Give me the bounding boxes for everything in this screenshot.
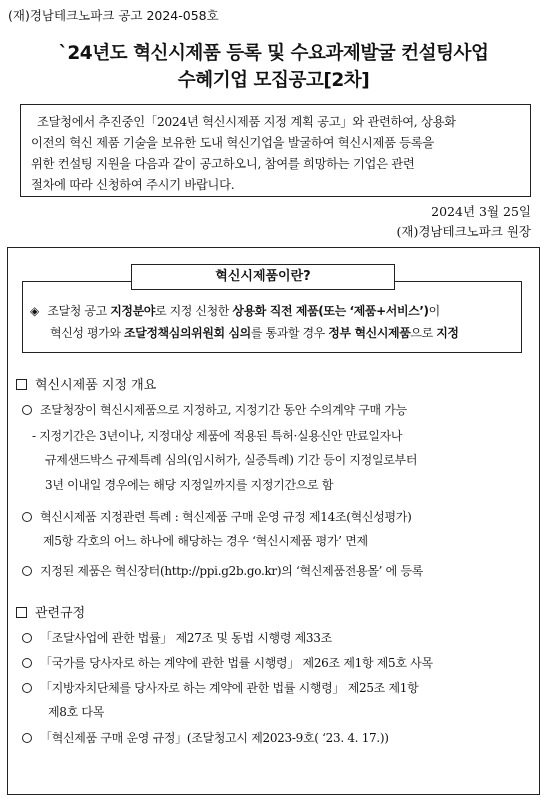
section-heading-text: 관련규정 [35, 606, 86, 621]
def-text-part: 혁신성 평가와 [50, 326, 124, 340]
circle-bullet-icon [22, 512, 32, 522]
diamond-icon: ◈ [30, 304, 39, 318]
def-bold-part: 정부 혁신시제품 [328, 326, 411, 340]
circle-bullet-icon [22, 733, 32, 743]
def-bold-part: 조달정책심의위원회 심의 [123, 326, 251, 340]
list-item: 제8호 다목 [48, 705, 105, 719]
def-text-part: 를 통과할 경우 [250, 326, 329, 340]
section-heading-text: 혁신시제품 지정 개요 [35, 378, 157, 393]
intro-line: 절차에 따라 신청하여 주시기 바랍니다. [31, 178, 235, 192]
def-text-part: 로 지정 신청한 [155, 304, 233, 318]
circle-bullet-icon [22, 405, 32, 415]
def-bold-part: 상용화 직전 제품(또는 ‘제품+서비스’) [232, 304, 429, 318]
definition-title: 혁신시제품이란? [131, 264, 395, 290]
list-item: 「국가를 당사자로 하는 계약에 관한 법률 시행령」 제26조 제1항 제5호 사목 [22, 654, 433, 671]
circle-bullet-icon [22, 658, 32, 668]
notice-date: 2024년 3월 25일 [431, 204, 531, 219]
square-bullet-icon [16, 607, 27, 618]
list-item: 혁신시제품 지정관련 특례 : 혁신제품 구매 운영 규정 제14조(혁신성평가) [22, 508, 411, 525]
list-item: 지정된 제품은 혁신장터(http://ppi.g2b.go.kr)의 ‘혁신제품전용몰’ 에 등록 [22, 562, 423, 579]
intro-line: 조달청에서 추진중인「2024년 혁신시제품 지정 계획 공고」와 관련하여, 상용화 [37, 115, 456, 129]
list-item: 규제샌드박스 규제특례 심의(임시허가, 실증특례) 기간 등이 지정일로부터 [45, 453, 418, 467]
def-bold-part: 지정 [436, 326, 459, 340]
page-title-line1: `24년도 혁신시제품 등록 및 수요과제발굴 컨설팅사업 [58, 43, 489, 64]
circle-bullet-icon [22, 566, 32, 576]
list-item: 조달청장이 혁신시제품으로 지정하고, 지정기간 동안 수의계약 구매 가능 [22, 401, 407, 418]
issuer: (재)경남테크노파크 원장 [396, 224, 531, 239]
list-item: 제5항 각호의 어느 하나에 해당하는 경우 ‘혁신시제품 평가’ 면제 [43, 534, 368, 548]
circle-bullet-icon [22, 633, 32, 643]
definition-text [30, 300, 520, 344]
list-item: 「조달사업에 관한 법률」 제27조 및 동법 시행령 제33조 [22, 629, 332, 646]
def-text-part: 으로 [410, 326, 437, 340]
section-heading-overview [16, 374, 156, 393]
list-item: 「지방자치단체를 당사자로 하는 계약에 관한 법률 시행령」 제25조 제1항 [22, 679, 418, 696]
list-item: 3년 이내일 경우에는 해당 지정일까지를 지정기간으로 함 [45, 478, 334, 492]
page-title-line2: 수혜기업 모집공고[2차] [177, 70, 370, 91]
section-heading-regulations [16, 602, 85, 621]
circle-bullet-icon [22, 683, 32, 693]
list-item: 「혁신제품 구매 운영 규정」(조달청고시 제2023-9호( ‘23. 4. 17.)) [22, 729, 389, 746]
def-bold-part: 지정분야 [110, 304, 155, 318]
definition-row-1 [30, 300, 520, 322]
def-text-part: 이 [428, 304, 440, 318]
definition-row-2 [30, 322, 520, 344]
def-text-part: 조달청 공고 [47, 304, 111, 318]
list-item: - 지정기간은 3년이나, 지정대상 제품에 적용된 특허·실용신안 만료일자나 [32, 429, 403, 443]
notice-number: (재)경남테크노파크 공고 2024-058호 [8, 8, 219, 23]
intro-line: 이전의 혁신 제품 기술을 보유한 도내 혁신기업을 발굴하여 혁신시제품 등록을 [31, 136, 435, 150]
intro-line: 위한 컨설팅 지원을 다음과 같이 공고하오니, 참여를 희망하는 기업은 관련 [31, 157, 415, 171]
square-bullet-icon [16, 379, 27, 390]
intro-box [20, 104, 531, 197]
